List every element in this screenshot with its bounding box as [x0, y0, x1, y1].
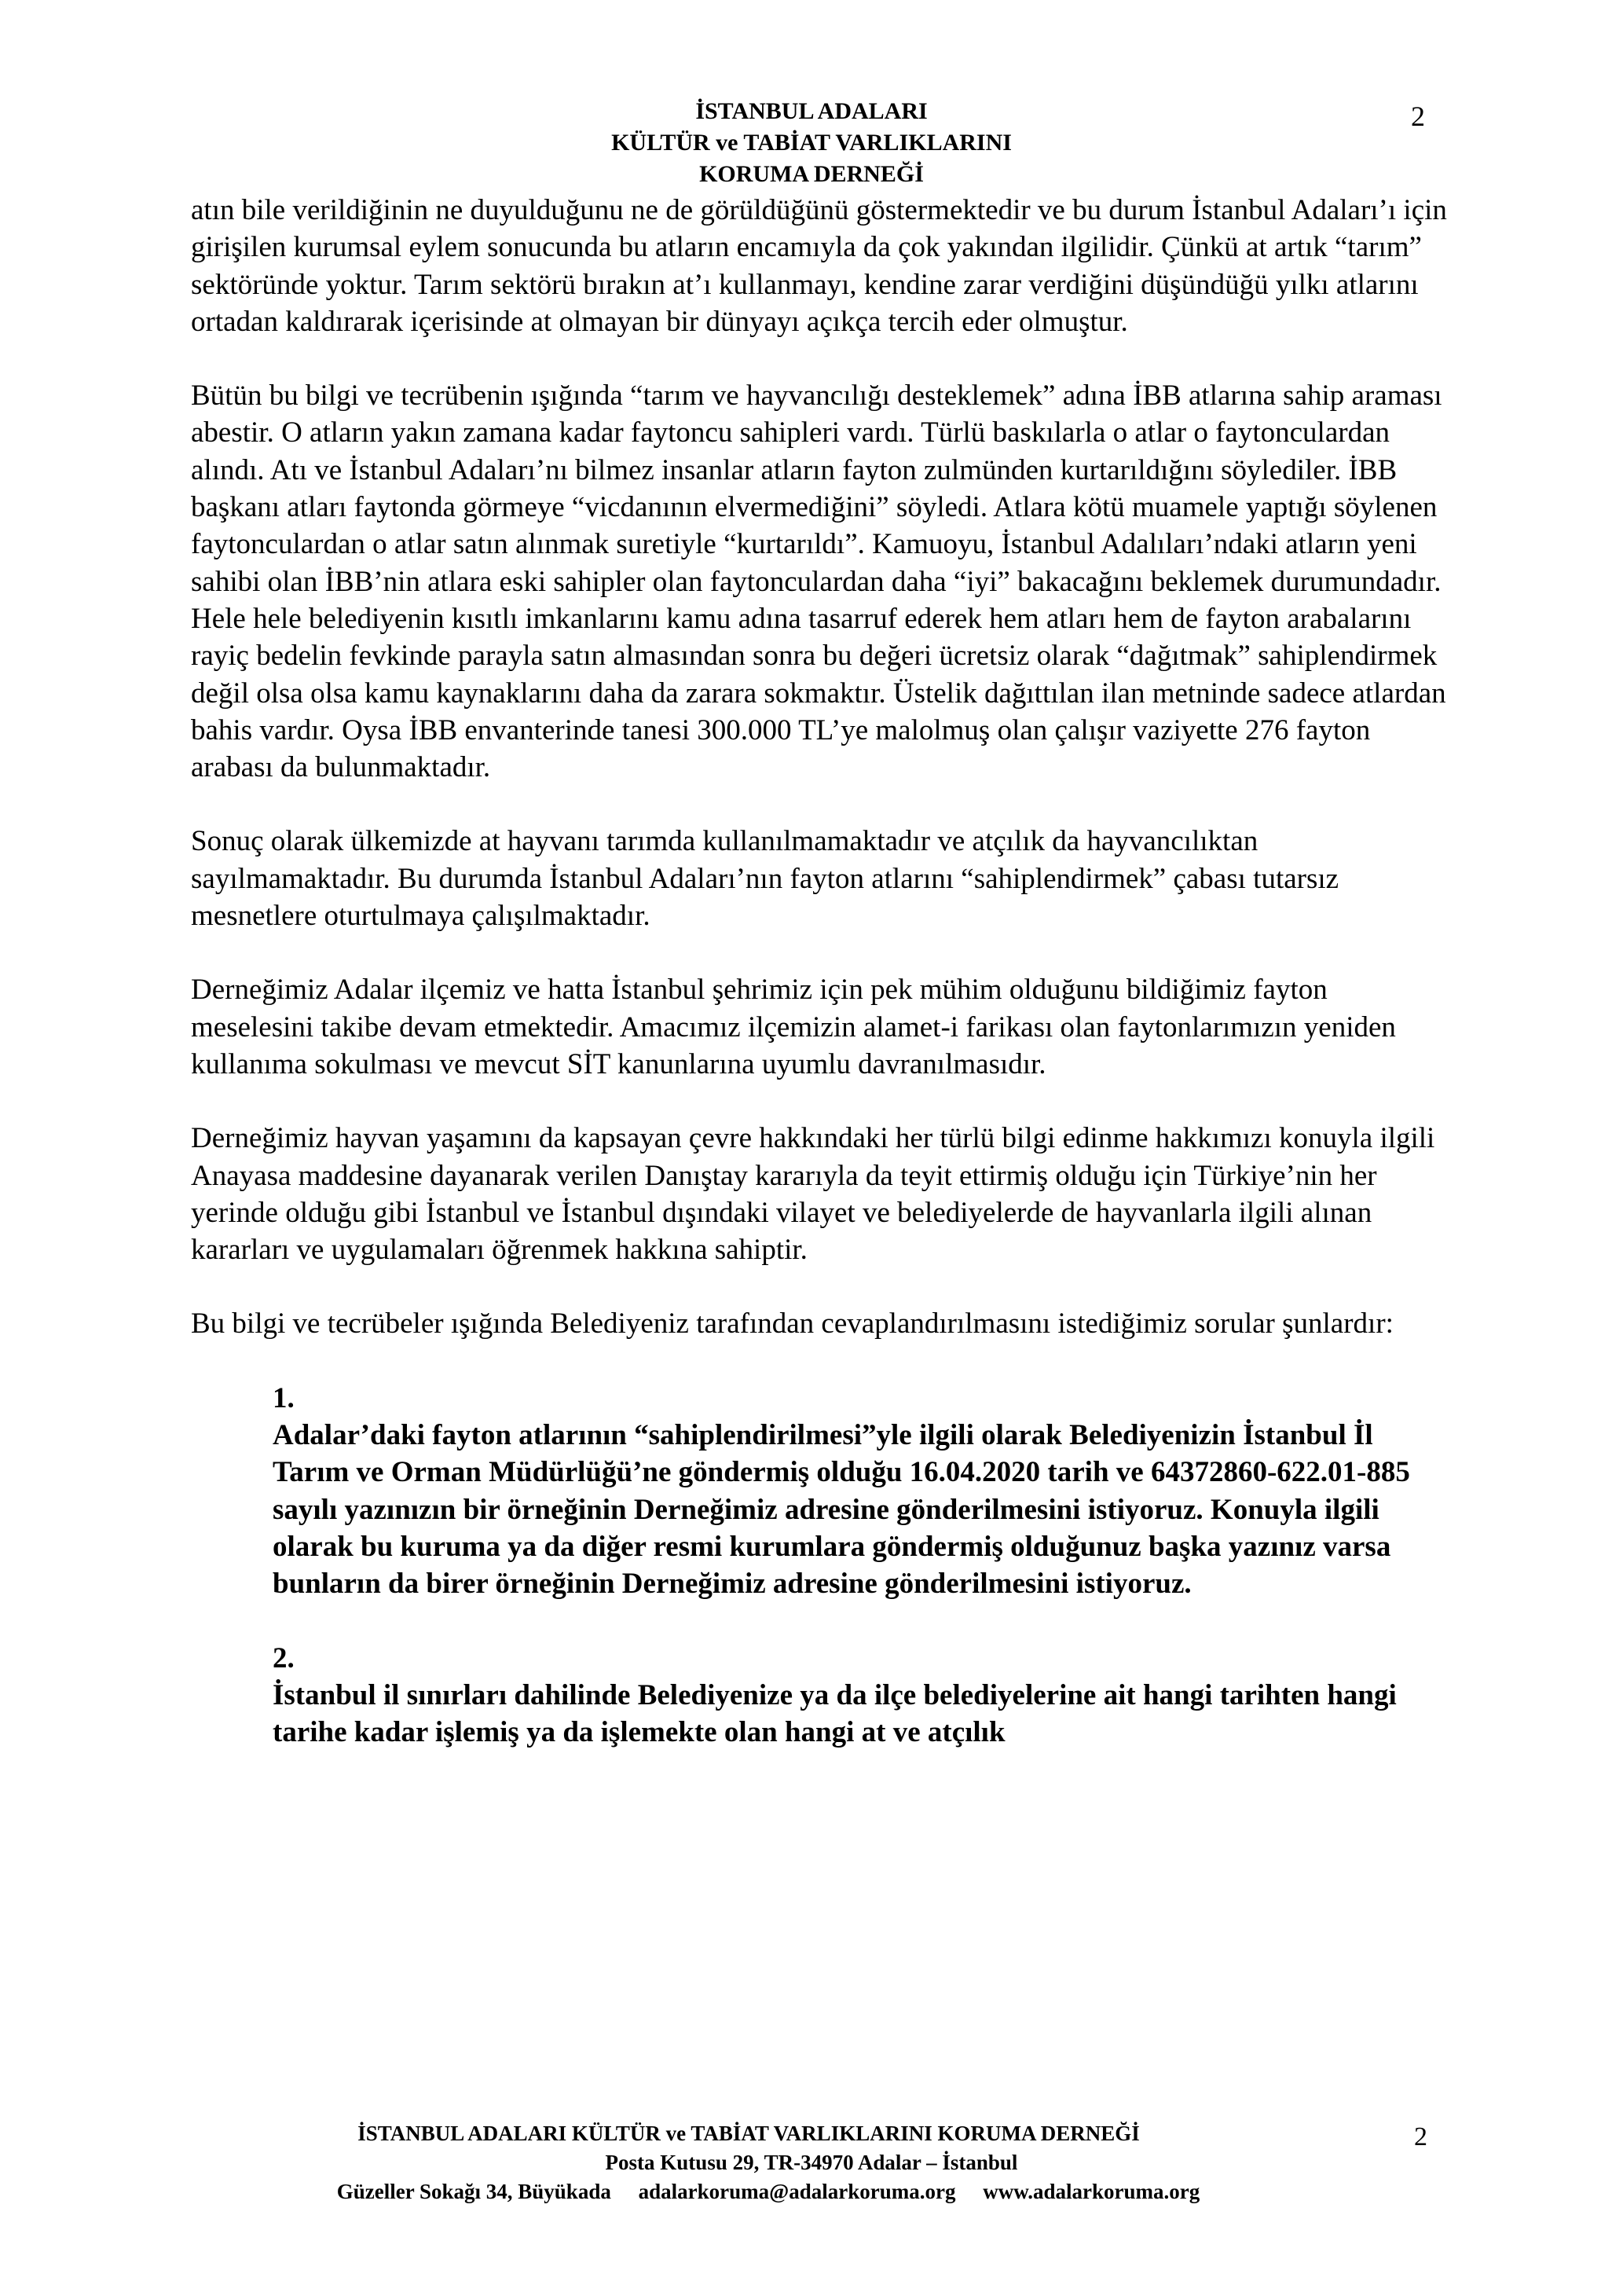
- footer: [0, 2119, 1623, 2206]
- footer-street-address: Güzeller Sokağı 34, Büyükada: [336, 2180, 611, 2203]
- paragraph: Bu bilgi ve tecrübeler ışığında Belediyeniz tarafından cevaplandırılmasını istediğimiz sorular şunlardır:: [191, 1308, 1394, 1341]
- paragraph: Derneğimiz Adalar ilçemiz ve hatta İstanbul şehrimiz için pek mühim olduğunu bildiğimiz fayton meselesini takibe devam etmektedir. Amacımız ilçemizin alamet-i farikası olan faytonlarımızın yeniden kullanıma sokulması ve mevcut SİT kanunlarına uyumlu davranılmasıdır.: [191, 974, 1396, 1080]
- page-number-top: 2: [1411, 101, 1425, 132]
- footer-email-link[interactable]: adalarkoruma@adalarkoruma.org: [638, 2180, 956, 2203]
- letterhead: [0, 96, 1623, 190]
- page-number-bottom: 2: [1414, 2122, 1427, 2151]
- question-item: [273, 1640, 1448, 1751]
- question-number: 1.: [273, 1381, 295, 1414]
- question-list: [273, 1380, 1448, 1751]
- paragraph: atın bile verildiğinin ne duyulduğunu ne de görüldüğünü göstermektedir ve bu durum İstanbul Adaları’ı için girişilen kurumsal eylem sonucunda bu atların encamıyla da çok yakından ilgilidir. Çünkü at artık “tarım” sektöründe yoktur. Tarım sektörü bırakın at’ı kullanmayı, kendine zarar verdiğini düşündüğü yılkı atlarını ortadan kaldırarak içerisinde at olmayan bir dünyayı açıkça tercih eder olmuştur.: [191, 194, 1447, 338]
- letterhead-line-2: KÜLTÜR ve TABİAT VARLIKLARINI: [611, 130, 1012, 156]
- letterhead-line-3: KORUMA DERNEĞİ: [699, 161, 924, 187]
- question-item: [273, 1380, 1448, 1603]
- question-text: Adalar’daki fayton atlarının “sahiplendirilmesi”yle ilgili olarak Belediyenizin İstanbul İl Tarım ve Orman Müdürlüğü’ne göndermiş olduğu 16.04.2020 tarih ve 64372860-622.01-885 sayılı yazınızın bir örneğinin Derneğimiz adresine gönderilmesini istiyoruz. Konuyla ilgili olarak bu kuruma ya da diğer resmi kurumlara göndermiş olduğunuz başka yazınız varsa bunların da birer örneğinin Derneğimiz adresine gönderilmesini istiyoruz.: [273, 1419, 1410, 1601]
- paragraph: Sonuç olarak ülkemizde at hayvanı tarımda kullanılmamaktadır ve atçılık da hayvancılıktan sayılmamaktadır. Bu durumda İstanbul Adaları’nın fayton atlarını “sahiplendirmek” çabası tutarsız mesnetlere oturtulmaya çalışılmaktadır.: [191, 825, 1339, 933]
- footer-website-link[interactable]: www.adalarkoruma.org: [983, 2180, 1200, 2203]
- letterhead-line-1: İSTANBUL ADALARI: [695, 98, 928, 124]
- footer-postal-address: Posta Kutusu 29, TR-34970 Adalar – İstanbul: [605, 2151, 1018, 2174]
- footer-contact: [0, 2177, 1623, 2206]
- paragraph: Derneğimiz hayvan yaşamını da kapsayan çevre hakkındaki her türlü bilgi edinme hakkımızı konuyla ilgili Anayasa maddesine dayanarak verilen Danıştay kararıyla da teyit ettirmiş olduğu için Türkiye’nin her yerinde olduğu gibi İstanbul ve İstanbul dışındaki vilayet ve belediyelerde de hayvanlarla ilgili alınan kararları ve uygulamaları öğrenmek hakkına sahiptir.: [191, 1122, 1435, 1267]
- question-text: İstanbul il sınırları dahilinde Belediyenize ya da ilçe belediyelerine ait hangi tarihten hangi tarihe kadar işlemiş ya da işlemekte olan hangi at ve atçılık: [273, 1678, 1397, 1749]
- paragraph: Bütün bu bilgi ve tecrübenin ışığında “tarım ve hayvancılığı desteklemek” adına İBB atlarına sahip araması abestir. O atların yakın zamana kadar faytoncu sahipleri vardı. Türlü baskılarla o atlar o faytonculardan alındı. Atı ve İstanbul Adaları’nı bilmez insanlar atların fayton zulmünden kurtarıldığını söylediler. İBB başkanı atları faytonda görmeye “vicdanının elvermediğini” söyledi. Atlara kötü muamele yaptığı söylenen faytonculardan o atlar satın alınmak suretiyle “kurtarıldı”. Kamuoyu, İstanbul Adalıları’ndaki atların yeni sahibi olan İBB’nin atlara eski sahipler olan faytonculardan daha “iyi” bakacağını beklemek durumundadır. Hele hele belediyenin kısıtlı imkanlarını kamu adına tasarruf ederek hem atları hem de fayton arabalarını rayiç bedelin fevkinde parayla satın almasından sonra bu değeri ücretsiz olarak “dağıtmak” sahiplendirmek değil olsa olsa kamu kaynaklarını daha da zarara sokmaktır. Üstelik dağıttılan ilan metninde sadece atlardan bahis vardır. Oysa İBB envanterinde tanesi 300.000 TL’ye malolmuş olan çalışır vaziyette 276 fayton arabası da bulunmaktadır.: [191, 380, 1446, 784]
- footer-org-name: İSTANBUL ADALARI KÜLTÜR ve TABİAT VARLIKLARINI KORUMA DERNEĞİ: [357, 2122, 1140, 2145]
- question-number: 2.: [273, 1641, 295, 1674]
- letter-body: [191, 192, 1448, 1788]
